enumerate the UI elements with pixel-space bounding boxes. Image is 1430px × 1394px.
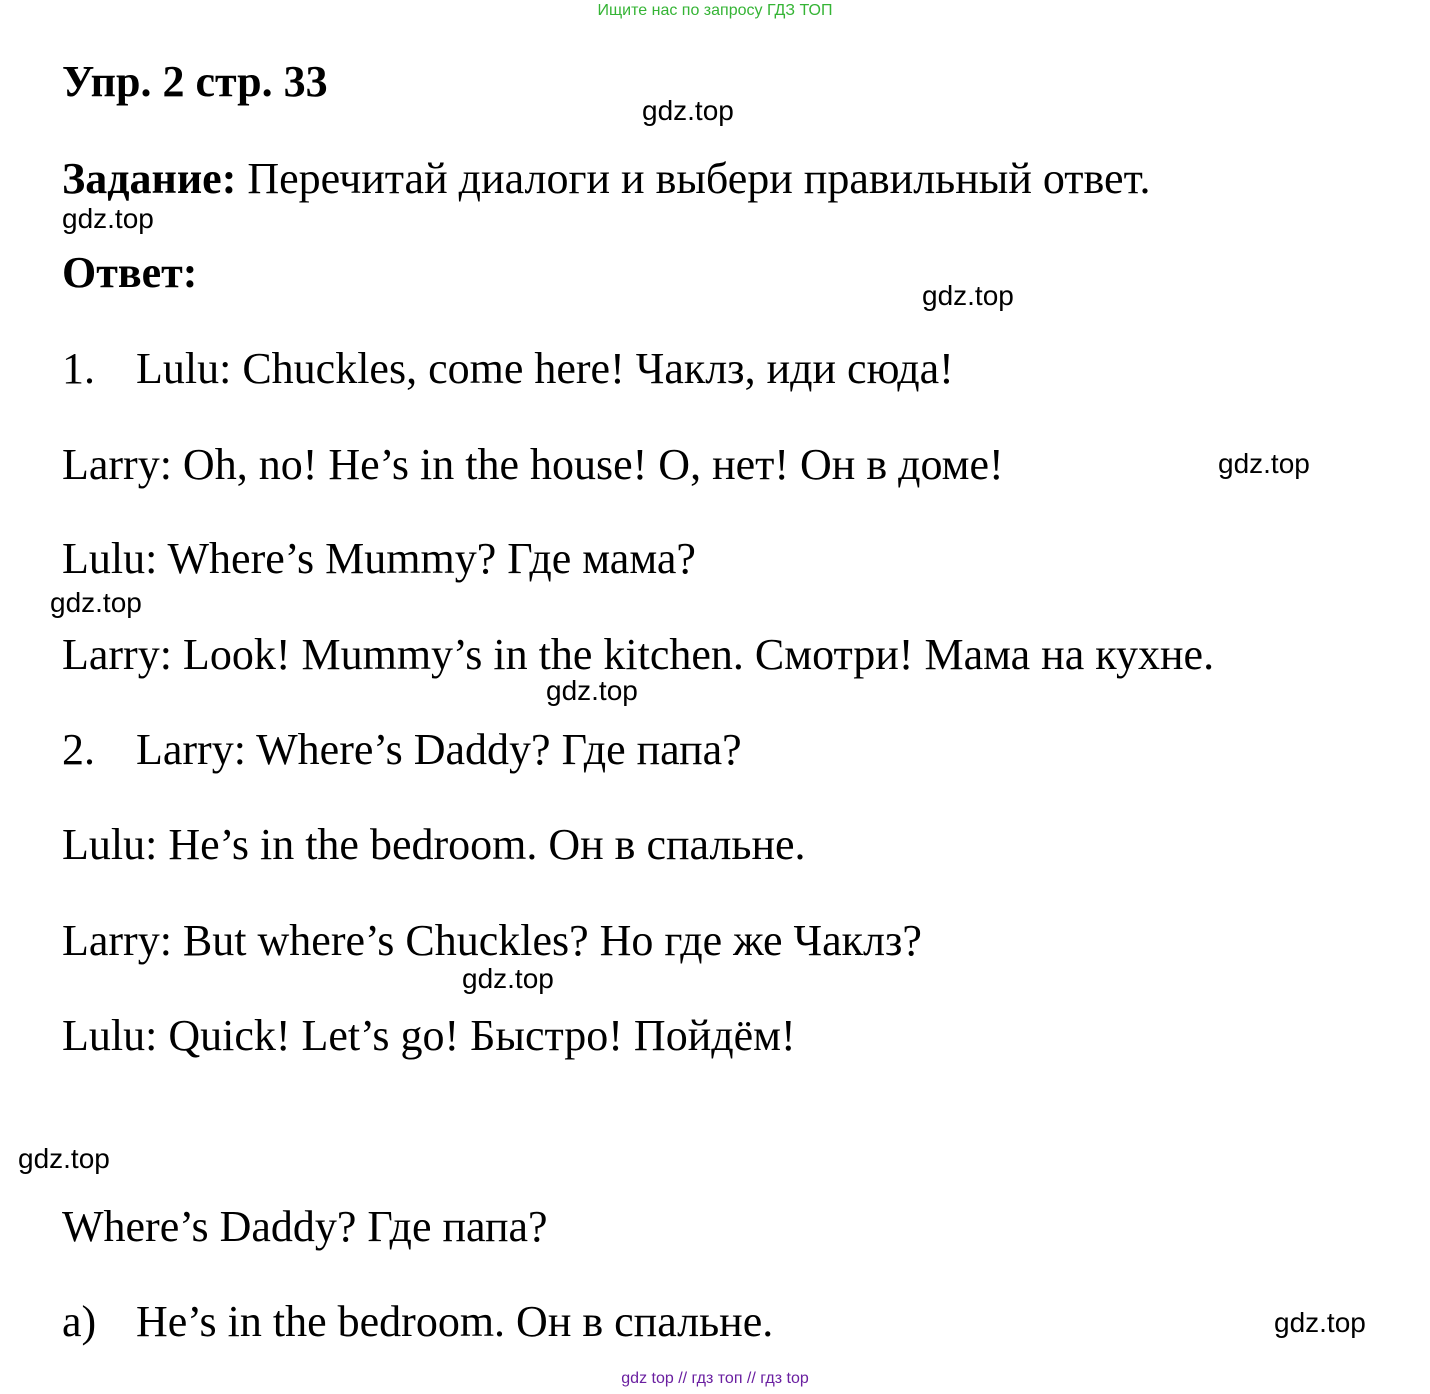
watermark: gdz.top bbox=[62, 203, 154, 234]
exercise-title: Упр. 2 стр. 33 bbox=[62, 57, 328, 106]
dialogue-line: Larry: Oh, no! He’s in the house! О, нет! Он в доме! bbox=[62, 440, 1004, 489]
answer-text: He’s in the bedroom. Он в спальне. bbox=[136, 1297, 774, 1346]
watermark: gdz.top bbox=[1218, 448, 1310, 479]
watermark: gdz.top bbox=[1274, 1307, 1366, 1338]
answer-letter: a) bbox=[62, 1297, 97, 1346]
watermark: gdz.top bbox=[18, 1143, 110, 1174]
dialogue-line: Larry: But where’s Chuckles? Но где же Чаклз? bbox=[62, 916, 922, 965]
dialogue-number: 1. bbox=[62, 344, 95, 393]
dialogue-line: Lulu: Quick! Let’s go! Быстро! Пойдём! bbox=[62, 1011, 796, 1060]
question: Where’s Daddy? Где папа? bbox=[62, 1202, 548, 1251]
dialogue-line bbox=[62, 344, 954, 393]
watermark: gdz.top bbox=[642, 95, 734, 126]
dialogue-line: Lulu: Where’s Mummy? Где мама? bbox=[62, 534, 696, 583]
dialogue-number: 2. bbox=[62, 725, 95, 774]
watermark: gdz.top bbox=[462, 963, 554, 994]
task-text: Перечитай диалоги и выбери правильный ответ. bbox=[236, 154, 1151, 203]
dialogue-text: Lulu: Chuckles, come here! Чаклз, иди сюда! bbox=[136, 344, 954, 393]
answer-option bbox=[62, 1297, 774, 1346]
dialogue-line: Lulu: He’s in the bedroom. Он в спальне. bbox=[62, 820, 806, 869]
answer-label: Ответ: bbox=[62, 248, 198, 297]
footer-links[interactable]: gdz top // гдз топ // гдз top bbox=[621, 1370, 809, 1387]
watermark: gdz.top bbox=[922, 280, 1014, 311]
task-label: Задание: bbox=[62, 154, 237, 203]
dialogue-line bbox=[62, 725, 742, 774]
dialogue-text: Larry: Where’s Daddy? Где папа? bbox=[136, 725, 742, 774]
top-banner[interactable]: Ищите нас по запросу ГДЗ ТОП bbox=[597, 2, 833, 19]
watermark: gdz.top bbox=[546, 675, 638, 706]
task-statement bbox=[62, 154, 1151, 203]
dialogue-line: Larry: Look! Mummy’s in the kitchen. Смотри! Мама на кухне. bbox=[62, 630, 1215, 679]
watermark: gdz.top bbox=[50, 587, 142, 618]
